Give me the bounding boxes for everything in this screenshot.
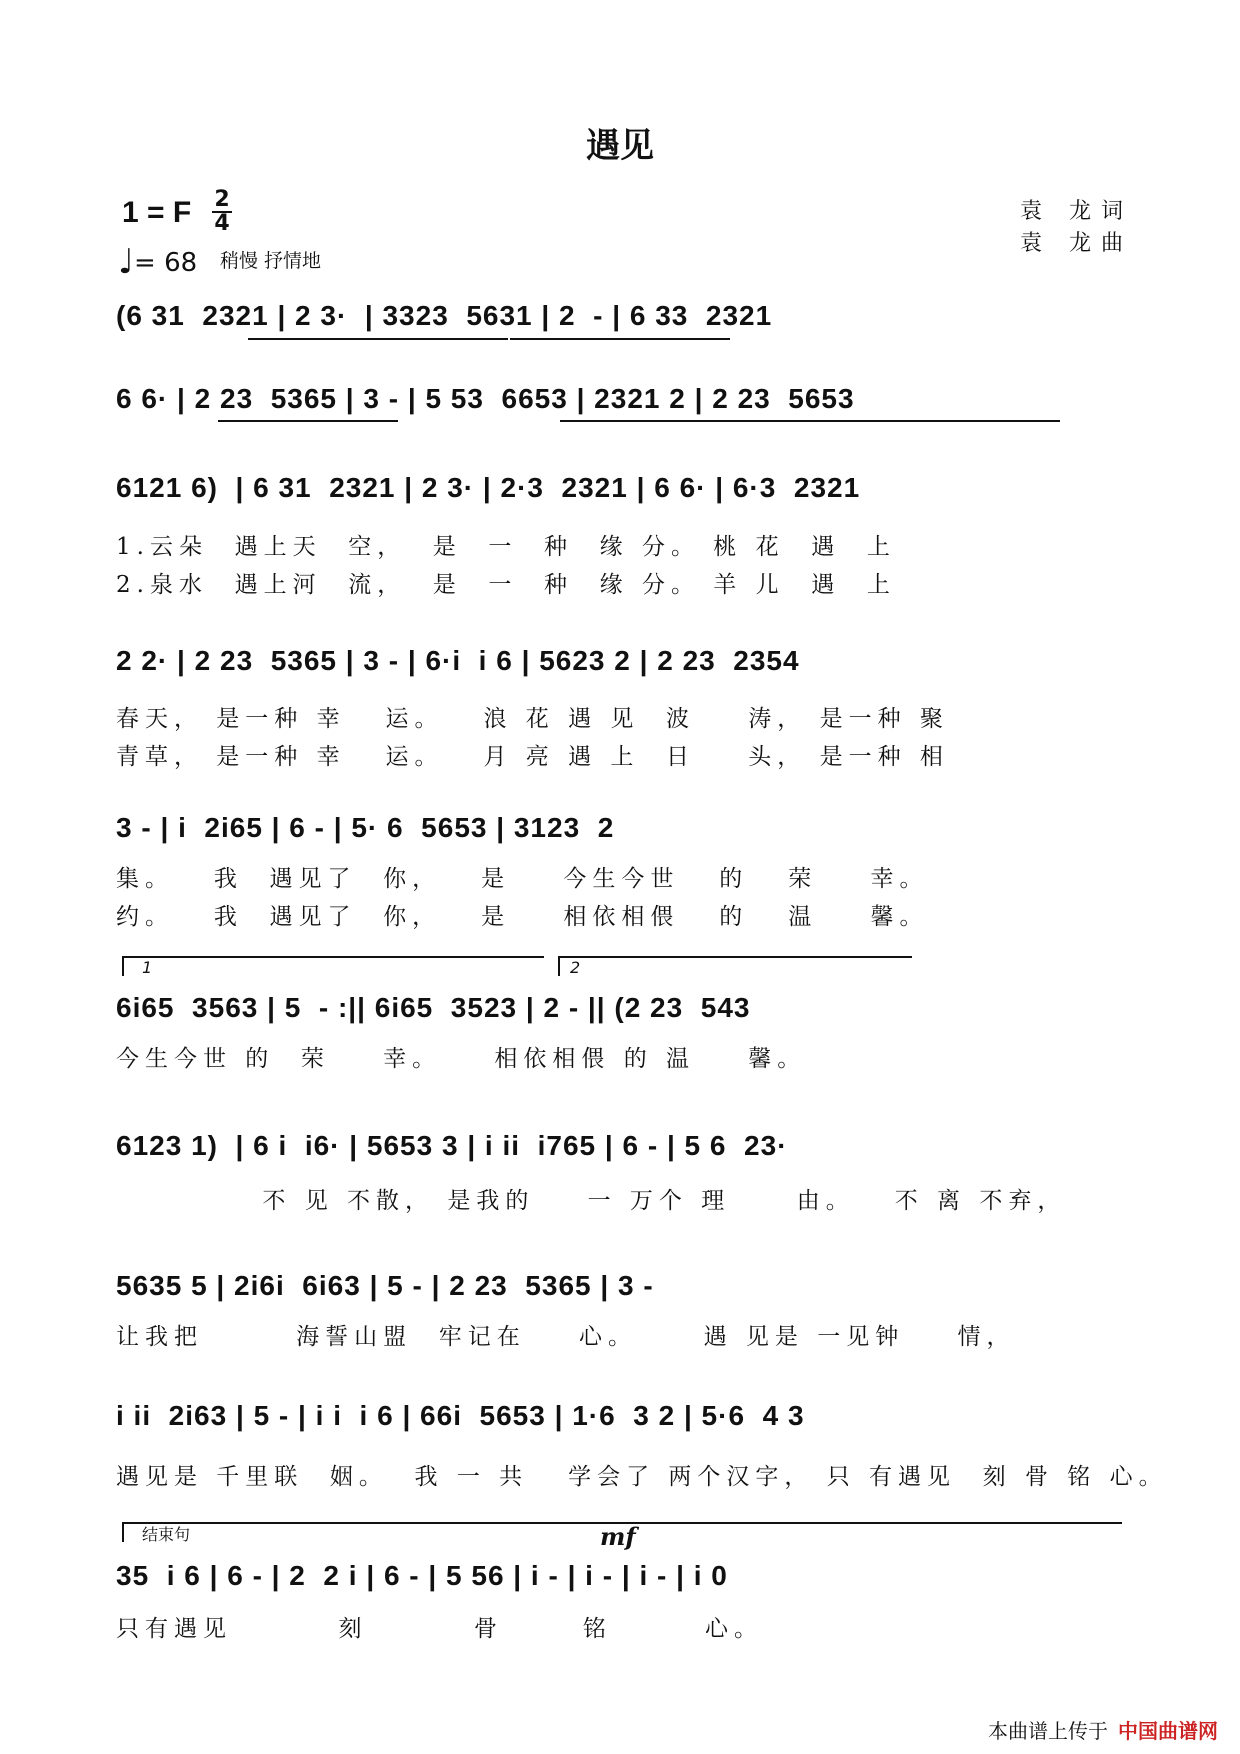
composer-credit: 袁 龙曲 <box>1020 231 1133 256</box>
time-bottom: 4 <box>214 211 230 236</box>
lyric-v2-line-5: 约。 我 遇见了 你， 是 相依相偎 的 温 馨。 <box>116 904 929 930</box>
volta-label-1: 1 <box>142 958 153 977</box>
lyric-line-6: 今生今世 的 荣 幸。 相依相偎 的 温 馨。 <box>116 1046 807 1072</box>
tempo-value: = 68 <box>134 248 198 278</box>
tempo-mark <box>118 240 197 280</box>
coda-label: 结束句 <box>142 1525 191 1544</box>
dynamic-mark: mf <box>600 1522 636 1551</box>
lyric-line-7: 不 见 不散， 是我的 一 万个 理 由。 不 离 不弃， <box>116 1188 1067 1214</box>
beam-line-2 <box>218 420 398 422</box>
lyricist-credit: 袁 龙词 <box>1020 199 1133 224</box>
key-signature: 1 = F <box>122 196 192 229</box>
music-line-3: 6121 6) | 6 31 2321 | 2 3· | 2·3 2321 | 6 6· | 6·3 2321 <box>116 472 861 503</box>
beam-line-2b <box>560 420 1060 422</box>
expression-mark: 稍慢 抒情地 <box>220 250 322 272</box>
lyric-v1-line-5: 集。 我 遇见了 你， 是 今生今世 的 荣 幸。 <box>116 866 929 892</box>
music-line-6: 6i65 3563 | 5 - :|| 6i65 3523 | 2 - || (2 23 543 <box>116 992 751 1023</box>
music-line-4: 2 2· | 2 23 5365 | 3 - | 6·i i 6 | 5623 2 | 2 23 2354 <box>116 645 800 676</box>
music-line-9: i ii 2i63 | 5 - | i i i 6 | 66i 5653 | 1·6 3 2 | 5·6 4 3 <box>116 1400 805 1431</box>
music-line-5: 3 - | i 2i65 | 6 - | 5· 6 5653 | 3123 2 <box>116 812 615 843</box>
lyric-line-9: 遇见是 千里联 姻。 我 一 共 学会了 两个汉字， 只 有遇见 刻 骨 铭 心。 <box>116 1464 1168 1490</box>
music-line-10: 35 i 6 | 6 - | 2 2 i | 6 - | 5 56 | i - | i - | i - | i 0 <box>116 1560 728 1591</box>
music-line-1: (6 31 2321 | 2 3· | 3323 5631 | 2 - | 6 33 2321 <box>116 300 773 331</box>
score-title: 遇见 <box>586 126 654 166</box>
music-line-2: 6 6· | 2 23 5365 | 3 - | 5 53 6653 | 2321 2 | 2 23 5653 <box>116 383 855 414</box>
footer <box>988 1715 1218 1744</box>
lyric-v1-line-4: 春天， 是一种 幸 运。 浪 花 遇 见 波 涛， 是一种 聚 <box>116 706 949 732</box>
lyric-v2-line-4: 青草， 是一种 幸 运。 月 亮 遇 上 日 头， 是一种 相 <box>116 744 949 770</box>
time-top: 2 <box>214 187 230 212</box>
music-line-8: 5635 5 | 2i6i 6i63 | 5 - | 2 23 5365 | 3 - <box>116 1270 654 1301</box>
lyric-v2-line-3: 2.泉水 遇上河 流， 是 一 种 缘 分。 羊 儿 遇 上 <box>116 572 896 598</box>
lyric-line-8: 让我把 海誓山盟 牢记在 心。 遇 见是 一见钟 情， <box>116 1324 1016 1350</box>
footer-upload-text: 本曲谱上传于 <box>988 1719 1108 1743</box>
volta-label-2: 2 <box>570 958 581 977</box>
beam-line-1 <box>248 338 508 340</box>
lyric-v1-line-3: 1.云朵 遇上天 空， 是 一 种 缘 分。 桃 花 遇 上 <box>116 534 896 560</box>
lyric-line-10: 只有遇见 刻 骨 铭 心。 <box>116 1616 764 1642</box>
site-logo: 中国曲谱网 <box>1118 1719 1218 1743</box>
volta-bracket-1 <box>122 956 544 976</box>
volta-bracket-2 <box>558 956 912 976</box>
beam-line-1b <box>510 338 730 340</box>
music-line-7: 6123 1) | 6 i i6· | 5653 3 | i ii i765 | 6 - | 5 6 23· <box>116 1130 788 1161</box>
time-signature <box>210 187 234 236</box>
quarter-note-icon: ♩ <box>118 242 135 282</box>
